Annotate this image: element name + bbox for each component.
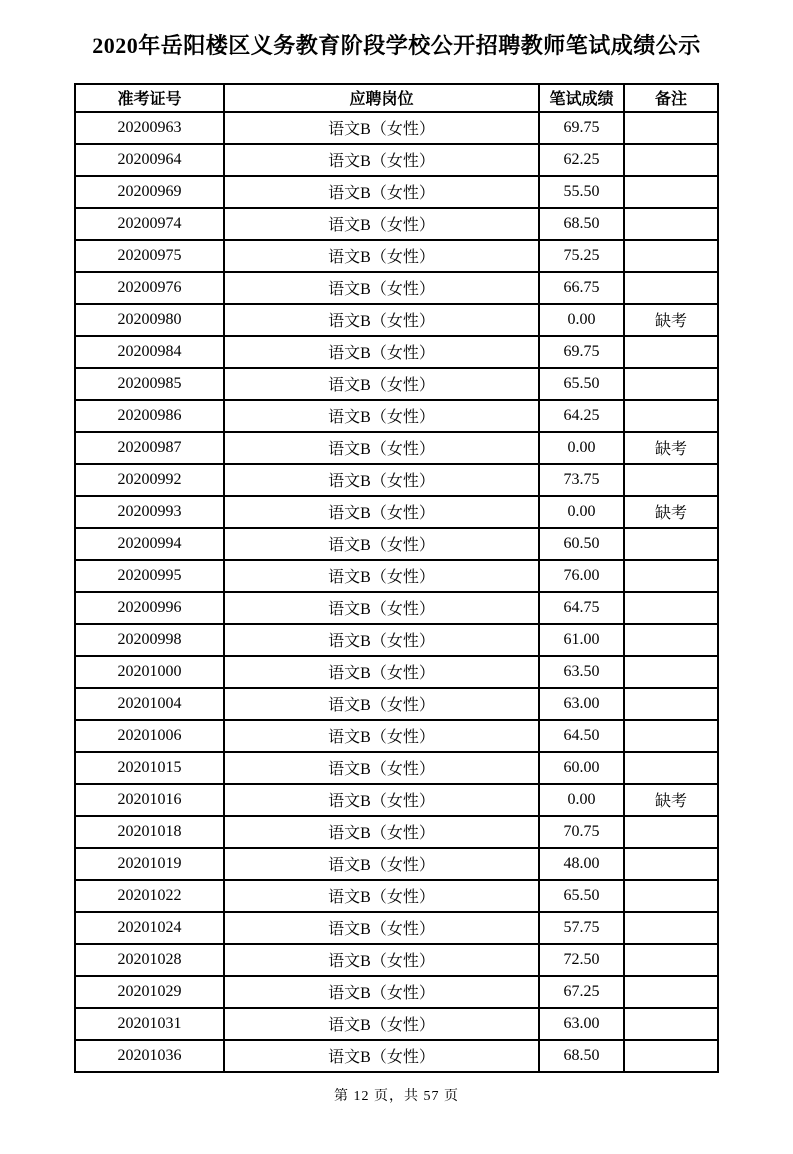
score-cell: 69.75 [539,112,624,144]
remark-cell [624,112,718,144]
column-header-score: 笔试成绩 [539,84,624,112]
admission-number-cell: 20201029 [75,976,224,1008]
position-cell: 语文B（女性） [224,336,539,368]
admission-number-cell: 20201000 [75,656,224,688]
position-cell: 语文B（女性） [224,624,539,656]
admission-number-cell: 20201024 [75,912,224,944]
remark-cell [624,208,718,240]
table-row [75,976,718,1008]
position-cell: 语文B（女性） [224,272,539,304]
score-cell: 0.00 [539,496,624,528]
remark-cell [624,752,718,784]
admission-number-cell: 20200964 [75,144,224,176]
admission-number-cell: 20200986 [75,400,224,432]
position-cell: 语文B（女性） [224,688,539,720]
admission-number-cell: 20201022 [75,880,224,912]
score-cell: 65.50 [539,368,624,400]
score-cell: 60.50 [539,528,624,560]
score-cell: 57.75 [539,912,624,944]
remark-cell [624,624,718,656]
table-row [75,112,718,144]
position-cell: 语文B（女性） [224,912,539,944]
position-cell: 语文B（女性） [224,368,539,400]
table-row [75,400,718,432]
remark-cell: 缺考 [624,432,718,464]
table-row [75,304,718,336]
admission-number-cell: 20200969 [75,176,224,208]
table-row [75,880,718,912]
score-cell: 64.25 [539,400,624,432]
admission-number-cell: 20200992 [75,464,224,496]
table-row [75,752,718,784]
table-row [75,784,718,816]
remark-cell [624,944,718,976]
admission-number-cell: 20201028 [75,944,224,976]
position-cell: 语文B（女性） [224,304,539,336]
column-header-remark: 备注 [624,84,718,112]
position-cell: 语文B（女性） [224,656,539,688]
score-cell: 63.00 [539,1008,624,1040]
remark-cell [624,272,718,304]
score-cell: 65.50 [539,880,624,912]
admission-number-cell: 20201019 [75,848,224,880]
position-cell: 语文B（女性） [224,208,539,240]
position-cell: 语文B（女性） [224,496,539,528]
remark-cell: 缺考 [624,304,718,336]
score-cell: 76.00 [539,560,624,592]
page-title: 2020年岳阳楼区义务教育阶段学校公开招聘教师笔试成绩公示 [92,33,701,58]
remark-cell [624,464,718,496]
score-cell: 73.75 [539,464,624,496]
remark-cell [624,912,718,944]
table-row [75,528,718,560]
position-cell: 语文B（女性） [224,240,539,272]
table-row [75,688,718,720]
table-row [75,208,718,240]
table-row [75,720,718,752]
position-cell: 语文B（女性） [224,1008,539,1040]
position-cell: 语文B（女性） [224,432,539,464]
score-cell: 60.00 [539,752,624,784]
table-row [75,144,718,176]
table-body [75,112,718,1072]
admission-number-cell: 20200998 [75,624,224,656]
admission-number-cell: 20200974 [75,208,224,240]
admission-number-cell: 20201036 [75,1040,224,1072]
admission-number-cell: 20200996 [75,592,224,624]
position-cell: 语文B（女性） [224,560,539,592]
table-row [75,592,718,624]
score-cell: 0.00 [539,304,624,336]
score-cell: 0.00 [539,432,624,464]
score-table [74,83,719,1073]
score-cell: 75.25 [539,240,624,272]
remark-cell [624,400,718,432]
admission-number-cell: 20201006 [75,720,224,752]
admission-number-cell: 20200995 [75,560,224,592]
score-cell: 64.50 [539,720,624,752]
admission-number-cell: 20201031 [75,1008,224,1040]
admission-number-cell: 20200985 [75,368,224,400]
remark-cell [624,528,718,560]
page-number: 第 12 页，共 57 页 [334,1088,459,1104]
remark-cell [624,144,718,176]
score-cell: 61.00 [539,624,624,656]
remark-cell [624,880,718,912]
table-row [75,656,718,688]
remark-cell [624,1040,718,1072]
table-row [75,560,718,592]
score-cell: 68.50 [539,208,624,240]
position-cell: 语文B（女性） [224,400,539,432]
column-header-admission-number: 准考证号 [75,84,224,112]
admission-number-cell: 20200975 [75,240,224,272]
table-row [75,176,718,208]
remark-cell [624,240,718,272]
remark-cell [624,368,718,400]
position-cell: 语文B（女性） [224,848,539,880]
position-cell: 语文B（女性） [224,464,539,496]
position-cell: 语文B（女性） [224,592,539,624]
remark-cell: 缺考 [624,496,718,528]
score-cell: 48.00 [539,848,624,880]
admission-number-cell: 20201016 [75,784,224,816]
remark-cell [624,688,718,720]
position-cell: 语文B（女性） [224,528,539,560]
admission-number-cell: 20201018 [75,816,224,848]
remark-cell [624,560,718,592]
remark-cell [624,720,718,752]
table-row [75,624,718,656]
table-header-row [75,84,718,112]
table-row [75,368,718,400]
score-cell: 0.00 [539,784,624,816]
score-cell: 63.00 [539,688,624,720]
admission-number-cell: 20200980 [75,304,224,336]
table-row [75,944,718,976]
table-row [75,272,718,304]
score-cell: 64.75 [539,592,624,624]
admission-number-cell: 20201004 [75,688,224,720]
position-cell: 语文B（女性） [224,176,539,208]
table-row [75,848,718,880]
admission-number-cell: 20200963 [75,112,224,144]
score-cell: 63.50 [539,656,624,688]
position-cell: 语文B（女性） [224,880,539,912]
admission-number-cell: 20200987 [75,432,224,464]
score-cell: 67.25 [539,976,624,1008]
remark-cell [624,816,718,848]
score-cell: 55.50 [539,176,624,208]
table-row [75,496,718,528]
table-row [75,1040,718,1072]
table-row [75,464,718,496]
remark-cell: 缺考 [624,784,718,816]
position-cell: 语文B（女性） [224,816,539,848]
admission-number-cell: 20200984 [75,336,224,368]
admission-number-cell: 20200976 [75,272,224,304]
position-cell: 语文B（女性） [224,720,539,752]
remark-cell [624,336,718,368]
admission-number-cell: 20200994 [75,528,224,560]
position-cell: 语文B（女性） [224,784,539,816]
remark-cell [624,1008,718,1040]
position-cell: 语文B（女性） [224,976,539,1008]
admission-number-cell: 20200993 [75,496,224,528]
score-cell: 62.25 [539,144,624,176]
score-cell: 72.50 [539,944,624,976]
position-cell: 语文B（女性） [224,112,539,144]
position-cell: 语文B（女性） [224,944,539,976]
table-row [75,816,718,848]
score-cell: 70.75 [539,816,624,848]
table-row [75,240,718,272]
score-cell: 68.50 [539,1040,624,1072]
table-row [75,336,718,368]
remark-cell [624,976,718,1008]
remark-cell [624,176,718,208]
position-cell: 语文B（女性） [224,752,539,784]
position-cell: 语文B（女性） [224,1040,539,1072]
remark-cell [624,592,718,624]
score-cell: 69.75 [539,336,624,368]
position-cell: 语文B（女性） [224,144,539,176]
remark-cell [624,848,718,880]
column-header-position: 应聘岗位 [224,84,539,112]
admission-number-cell: 20201015 [75,752,224,784]
table-row [75,1008,718,1040]
table-row [75,912,718,944]
score-cell: 66.75 [539,272,624,304]
remark-cell [624,656,718,688]
table-row [75,432,718,464]
